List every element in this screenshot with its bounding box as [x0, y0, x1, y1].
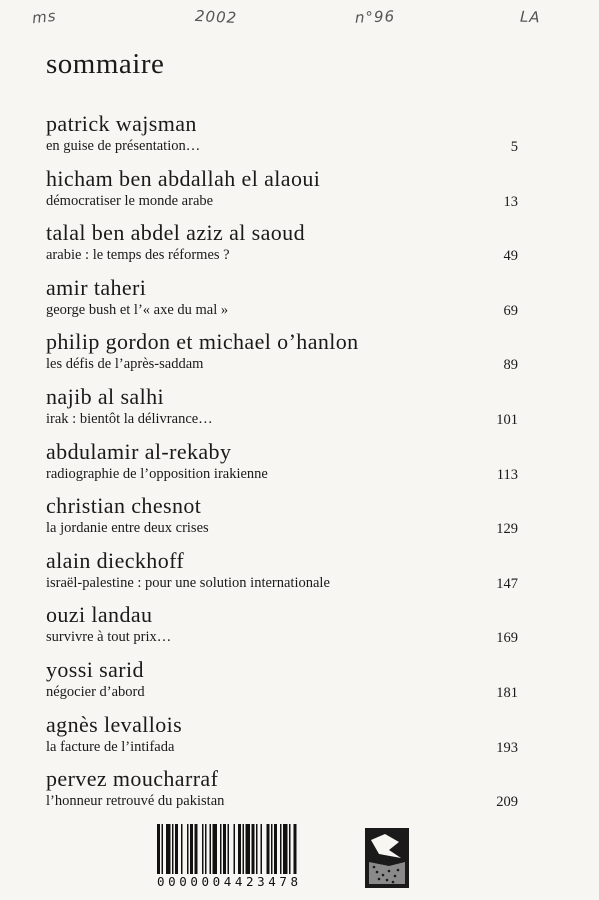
barcode-bar	[202, 824, 204, 874]
entry-page-number: 101	[496, 411, 518, 428]
barcode-bar	[223, 824, 226, 874]
barcode-bar	[195, 824, 198, 874]
entry-title: l’honneur retrouvé du pakistan	[46, 793, 225, 810]
barcode-bar	[205, 824, 207, 874]
entry-page-number: 89	[503, 357, 518, 374]
barcode-bar	[172, 824, 174, 874]
toc-entry	[46, 602, 518, 657]
publisher-logo	[365, 828, 409, 888]
entry-page-number: 147	[496, 575, 518, 592]
entry-title: les défis de l’après-saddam	[46, 356, 204, 373]
entry-author: hicham ben abdallah el alaoui	[46, 165, 321, 191]
toc-entry	[46, 657, 518, 712]
barcode-bar	[274, 824, 277, 874]
barcode-bar	[271, 824, 273, 874]
barcode-bar	[157, 824, 160, 874]
toc-entry	[46, 439, 518, 494]
entry-author: najib al salhi	[46, 383, 165, 409]
entry-page-number: 181	[496, 684, 518, 701]
page-title: sommaire	[46, 48, 165, 80]
barcode-bar	[294, 824, 297, 874]
entry-title: radiographie de l’opposition irakienne	[46, 465, 268, 482]
handwritten-annotation: LA	[519, 7, 541, 27]
entry-author: abdulamir al-rekaby	[46, 438, 232, 464]
entry-title: israël-palestine : pour une solution internationale	[46, 574, 330, 591]
barcode-bar	[256, 824, 258, 874]
entry-title: la jordanie entre deux crises	[46, 520, 209, 537]
barcode-bar	[187, 824, 189, 874]
table-of-contents	[46, 111, 518, 821]
entry-page-number: 113	[496, 466, 518, 483]
barcode-bar	[213, 824, 218, 874]
toc-entry	[46, 111, 518, 166]
barcode	[153, 824, 413, 892]
barcode-bar	[220, 824, 222, 874]
entry-title: george bush et l’« axe du mal »	[46, 301, 229, 318]
handwritten-annotation: n°96	[354, 7, 396, 27]
barcode-bar	[228, 824, 230, 874]
entry-author: talal ben abdel aziz al saoud	[46, 220, 305, 246]
barcode-bar	[234, 824, 236, 874]
barcode-bar	[238, 824, 241, 874]
entry-page-number: 69	[503, 302, 518, 319]
entry-title: survivre à tout prix…	[46, 629, 172, 646]
barcode-bar	[289, 824, 291, 874]
barcode-bar	[175, 824, 178, 874]
toc-entry	[46, 548, 518, 603]
toc-entry	[46, 712, 518, 767]
toc-entry	[46, 166, 518, 221]
handwritten-annotation: ms	[31, 6, 58, 28]
barcode-bar	[210, 824, 212, 874]
entry-page-number: 193	[496, 739, 518, 756]
entry-page-number: 5	[510, 139, 518, 155]
barcode-bar	[280, 824, 282, 874]
barcode-bar	[190, 824, 193, 874]
entry-author: patrick wajsman	[46, 111, 197, 136]
entry-author: philip gordon et michael o’hanlon	[46, 329, 359, 355]
toc-entry	[46, 384, 518, 439]
barcode-bar	[267, 824, 270, 874]
entry-author: alain dieckhoff	[46, 547, 185, 573]
entry-title: arabie : le temps des réformes ?	[46, 247, 230, 264]
barcode-bars	[153, 824, 363, 874]
entry-title: irak : bientôt la délivrance…	[46, 410, 213, 427]
barcode-bar	[181, 824, 183, 874]
barcode-bar	[252, 824, 255, 874]
entry-author: pervez moucharraf	[46, 766, 219, 792]
entry-author: amir taheri	[46, 274, 147, 300]
entry-title: la facture de l’intifada	[46, 738, 175, 755]
barcode-bar	[243, 824, 245, 874]
entry-author: ouzi landau	[46, 602, 153, 628]
entry-page-number: 13	[503, 193, 518, 210]
entry-author: agnès levallois	[46, 711, 183, 737]
entry-title: démocratiser le monde arabe	[46, 192, 214, 209]
barcode-bar	[283, 824, 288, 874]
toc-entry	[46, 329, 518, 384]
entry-page-number: 169	[496, 630, 518, 647]
toc-entry	[46, 766, 518, 821]
toc-entry	[46, 220, 518, 275]
barcode-number: 0000004423478	[157, 874, 302, 889]
entry-author: christian chesnot	[46, 493, 202, 519]
barcode-bar	[166, 824, 171, 874]
entry-page-number: 49	[503, 248, 518, 265]
handwritten-annotation: 2002	[194, 6, 238, 28]
toc-entry	[46, 275, 518, 330]
entry-page-number: 129	[496, 521, 518, 538]
barcode-bar	[246, 824, 251, 874]
barcode-bar	[261, 824, 263, 874]
entry-page-number: 209	[496, 794, 518, 811]
entry-title: en guise de présentation…	[46, 138, 201, 154]
toc-entry	[46, 493, 518, 548]
barcode-bar	[162, 824, 164, 874]
entry-author: yossi sarid	[46, 656, 144, 682]
entry-title: négocier d’abord	[46, 683, 145, 700]
